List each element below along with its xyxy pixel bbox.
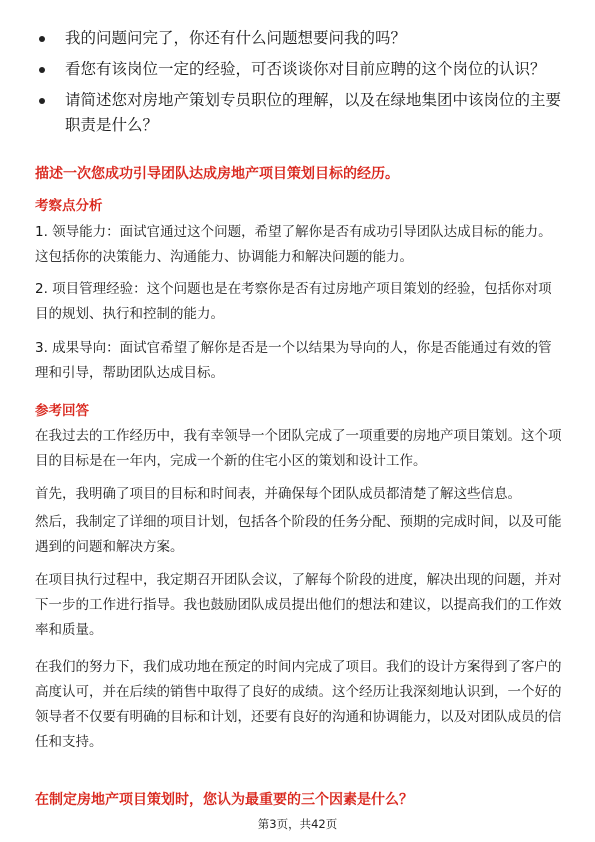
analysis-paragraph: 1. 领导能力：面试官通过这个问题，希望了解你是否有成功引导团队达成目标的能力。这包括你的决策能力、沟通能力、协调能力和解决问题的能力。 [35,224,552,265]
bullet-dot-icon [39,67,45,73]
bullet-text: 我的问题问完了，你还有什么问题想要问我的吗？ [65,29,407,47]
analysis-paragraph: 2. 项目管理经验：这个问题也是在考察你是否有过房地产项目策划的经验，包括你对项目的规划、执行和控制的能力。 [35,281,552,322]
question-heading: 在制定房地产项目策划时，您认为最重要的三个因素是什么？ [35,792,413,808]
bullet-item [35,57,565,82]
bullet-item [35,88,565,138]
page-number: 第3页，共42页 [257,817,338,831]
answer-paragraph: 首先，我明确了项目的目标和时间表，并确保每个团队成员都清楚了解这些信息。 [35,486,521,502]
bullet-text: 请简述您对房地产策划专员职位的理解，以及在绿地集团中该岗位的主要职责是什么？ [65,91,562,134]
bullet-text: 看您有该岗位一定的经验，可否谈谈你对目前应聘的这个岗位的认识？ [65,60,546,78]
answer-paragraph: 然后，我制定了详细的项目计划，包括各个阶段的任务分配、预期的完成时间，以及可能遇到的问题和解决方案。 [35,514,562,555]
answer-paragraph: 在我们的努力下，我们成功地在预定的时间内完成了项目。我们的设计方案得到了客户的高度认可，并在后续的销售中取得了良好的成绩。这个经历让我深刻地认识到，一个好的领导者不仅要有明确的目标和计划，还要有良好的沟通和协调能力，以及对团队成员的信任和支持。 [35,659,562,750]
bullet-dot-icon [39,36,45,42]
question-heading: 描述一次您成功引导团队达成房地产项目策划目标的经历。 [35,166,399,182]
bullet-dot-icon [39,98,45,104]
question-bullet-list [35,26,565,144]
answer-paragraph: 在项目执行过程中，我定期召开团队会议，了解每个阶段的进度，解决出现的问题，并对下一步的工作进行指导。我也鼓励团队成员提出他们的想法和建议，以提高我们的工作效率和质量。 [35,572,562,638]
analysis-heading: 考察点分析 [35,198,103,214]
analysis-paragraph: 3. 成果导向：面试官希望了解你是否是一个以结果为导向的人，你是否能通过有效的管理和引导，帮助团队达成目标。 [35,340,552,381]
answer-paragraph: 在我过去的工作经历中，我有幸领导一个团队完成了一项重要的房地产项目策划。这个项目的目标是在一年内，完成一个新的住宅小区的策划和设计工作。 [35,428,562,469]
bullet-item [35,26,565,51]
answer-heading: 参考回答 [35,403,89,419]
